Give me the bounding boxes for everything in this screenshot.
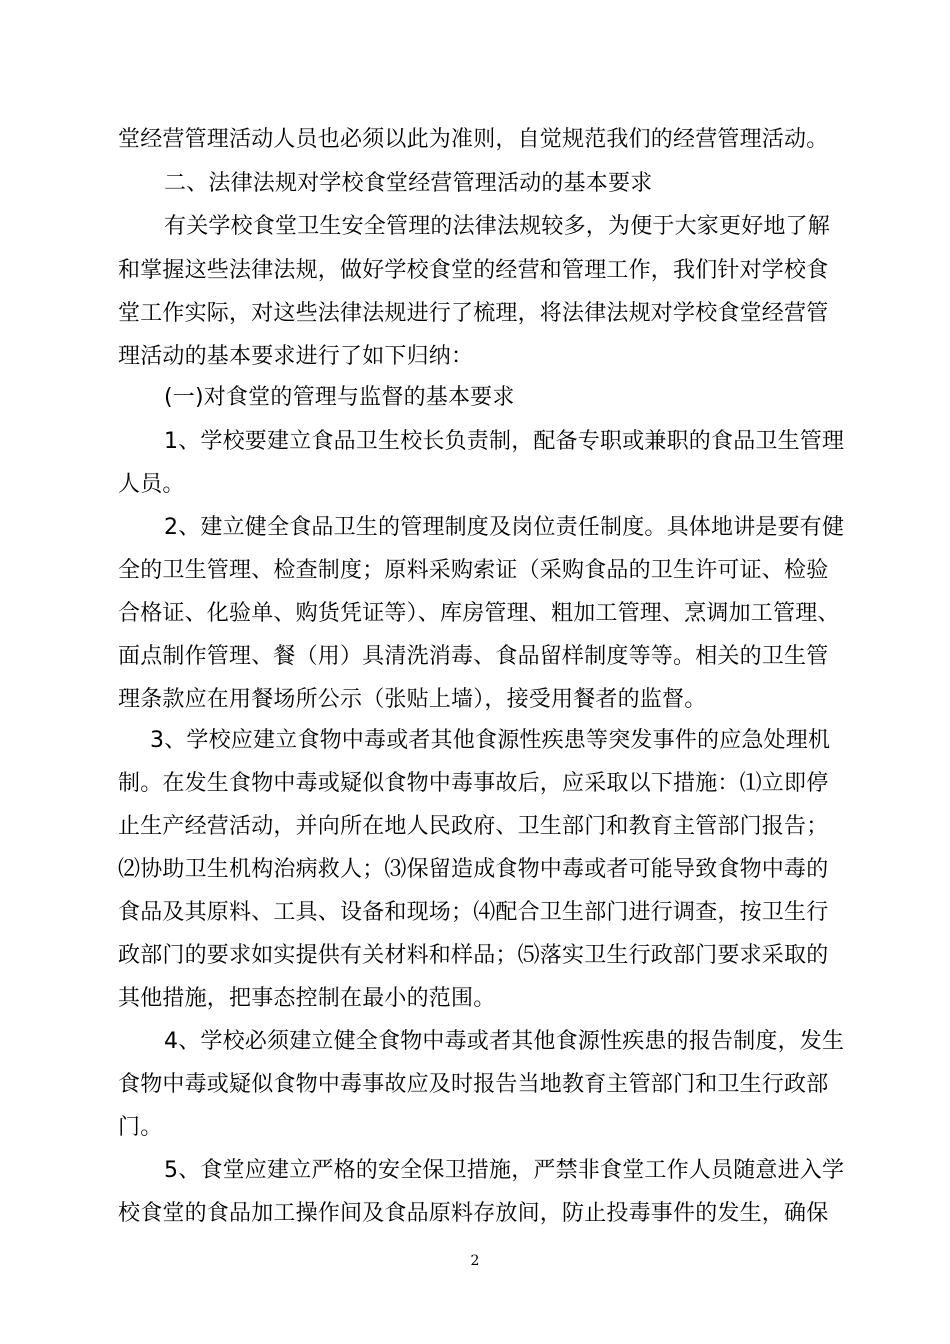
text-line: 和掌握这些法律法规，做好学校食堂的经营和管理工作，我们针对学校食 <box>118 258 829 283</box>
text-line: 食品及其原料、工具、设备和现场；⑷配合卫生部门进行调查，按卫生行 <box>118 900 829 925</box>
text-line: 校食堂的食品加工操作间及食品原料存放间，防止投毒事件的发生，确保 <box>118 1201 829 1226</box>
subsection-heading: (一)对食堂的管理与监督的基本要求 <box>164 385 515 410</box>
text-line: 理活动的基本要求进行了如下归纳： <box>118 344 474 369</box>
text-line: ⑵协助卫生机构治病救人；⑶保留造成食物中毒或者可能导致食物中毒的 <box>118 857 829 882</box>
text-line: 人员。 <box>118 472 185 497</box>
text-line: 止生产经营活动，并向所在地人民政府、卫生部门和教育主管部门报告； <box>118 814 829 839</box>
page-number: 2 <box>470 1253 480 1269</box>
text-line: 有关学校食堂卫生安全管理的法律法规较多，为便于大家更好地了解 <box>164 214 831 239</box>
text-line: 1、学校要建立食品卫生校长负责制，配备专职或兼职的食品卫生管理 <box>164 429 845 454</box>
text-line: 堂经营管理活动人员也必须以此为准则，自觉规范我们的经营管理活动。 <box>118 127 829 152</box>
text-line: 3、学校应建立食物中毒或者其他食源性疾患等突发事件的应急处理机 <box>150 728 831 753</box>
section-heading: 二、法律法规对学校食堂经营管理活动的基本要求 <box>164 171 653 196</box>
text-line: 面点制作管理、餐（用）具清洗消毒、食品留样制度等等。相关的卫生管 <box>118 644 829 669</box>
text-line: 堂工作实际，对这些法律法规进行了梳理，将法律法规对学校食堂经营管 <box>118 301 829 326</box>
text-line: 政部门的要求如实提供有关材料和样品；⑸落实卫生行政部门要求采取的 <box>118 943 829 968</box>
text-line: 理条款应在用餐场所公示（张贴上墙），接受用餐者的监督。 <box>118 687 707 712</box>
text-line: 门。 <box>118 1115 163 1140</box>
text-line: 食物中毒或疑似食物中毒事故应及时报告当地教育主管部门和卫生行政部 <box>118 1072 829 1097</box>
text-line: 合格证、化验单、购货凭证等）、库房管理、粗加工管理、烹调加工管理、 <box>118 601 840 626</box>
text-line: 5、食堂应建立严格的安全保卫措施，严禁非食堂工作人员随意进入学 <box>164 1158 845 1183</box>
text-line: 制。在发生食物中毒或疑似食物中毒事故后，应采取以下措施：⑴立即停 <box>118 771 829 796</box>
text-line: 4、学校必须建立健全食物中毒或者其他食源性疾患的报告制度，发生 <box>164 1029 845 1054</box>
text-line: 其他措施，把事态控制在最小的范围。 <box>118 986 496 1011</box>
text-line: 全的卫生管理、检查制度；原料采购索证（采购食品的卫生许可证、检验 <box>118 558 829 583</box>
text-line: 2、建立健全食品卫生的管理制度及岗位责任制度。具体地讲是要有健 <box>164 515 845 540</box>
